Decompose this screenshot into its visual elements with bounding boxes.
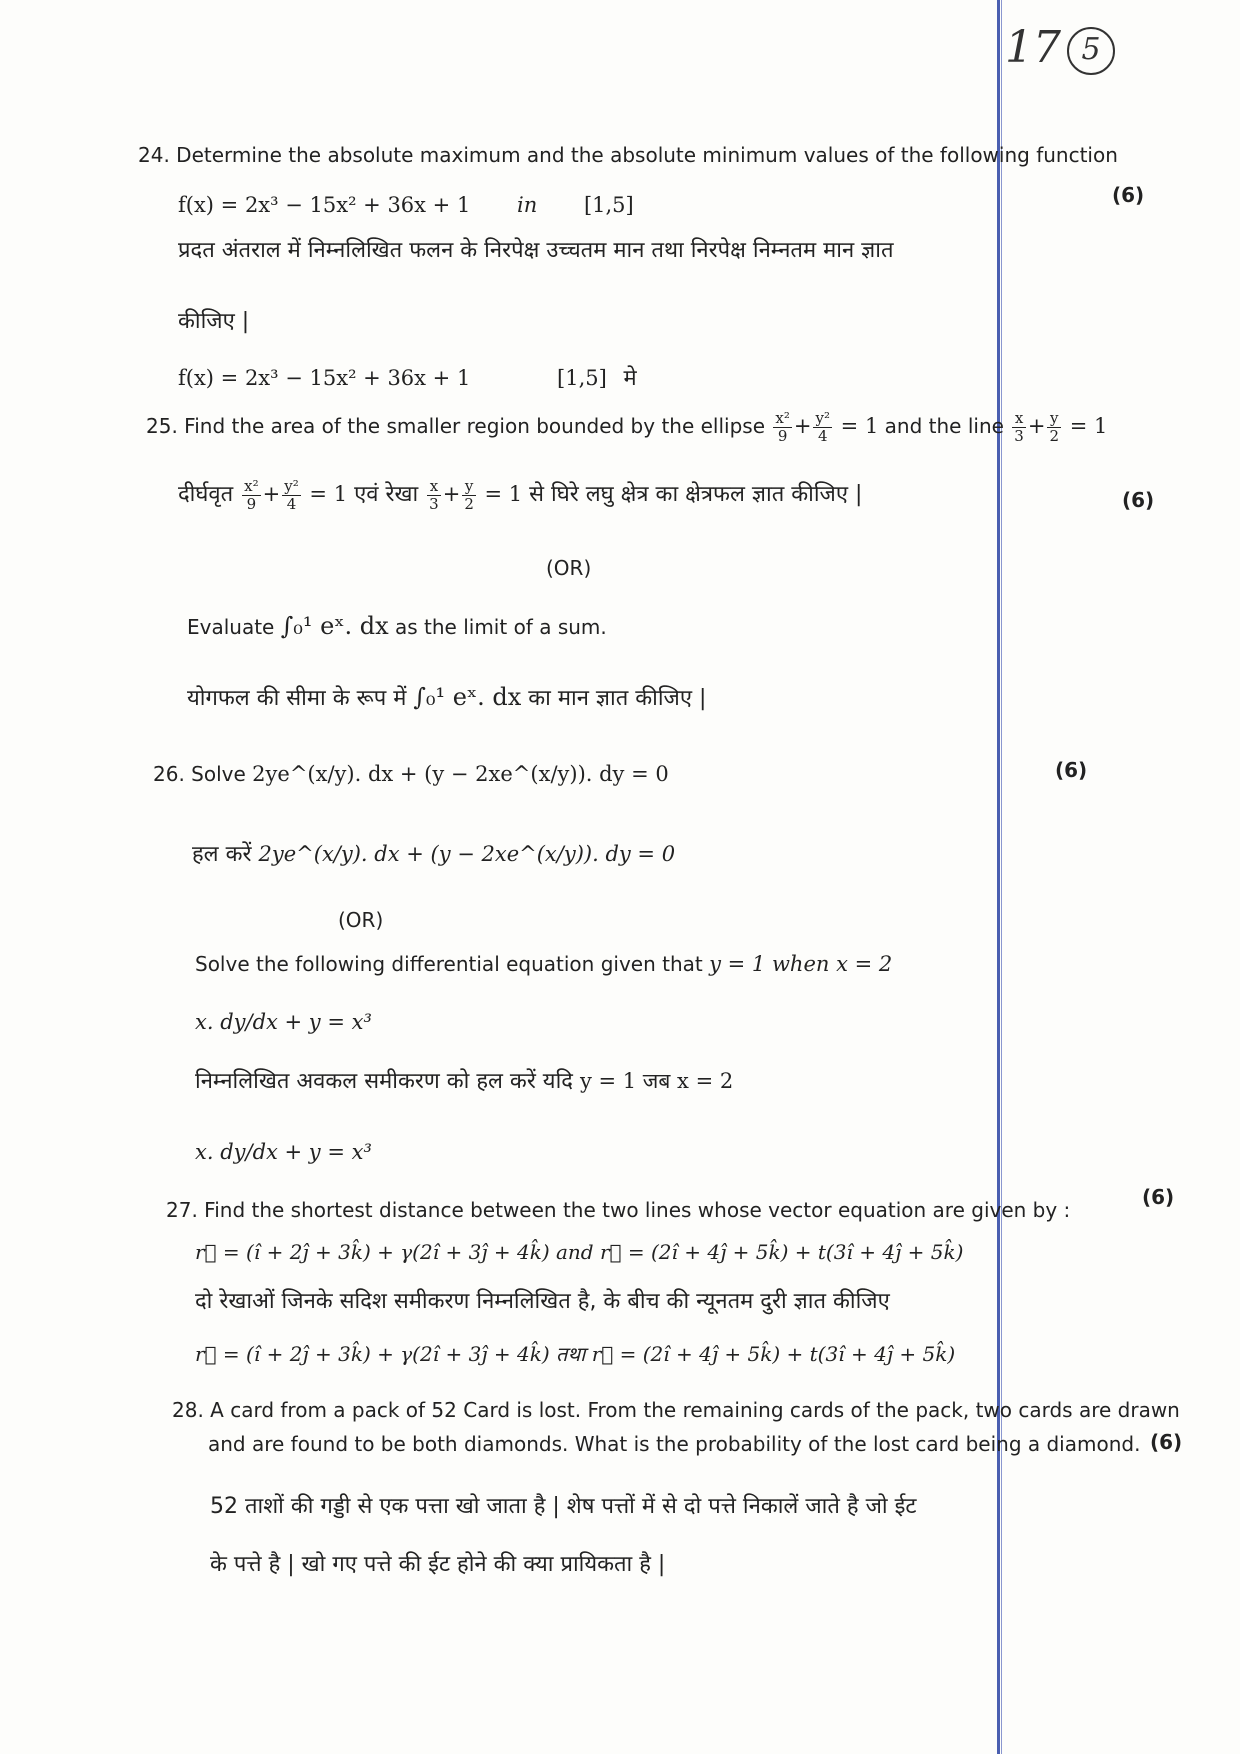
q26-equation: 2ye^(x/y). dx + (y − 2xe^(x/y)). dy = 0 <box>252 762 669 786</box>
q24-question <box>138 143 1118 167</box>
q27-equation-hindi: r⃗ = (î + 2ĵ + 3k̂) + γ(2î + 3ĵ + 4k̂) तथा r⃗ = (2î + 4ĵ + 5k̂) + t(3î + 4ĵ + 5k̂) <box>195 1342 956 1366</box>
margin-line-secondary <box>1001 0 1002 1754</box>
q26-alt-condition: y = 1 when x = 2 <box>709 952 893 976</box>
q28-hindi-line2: के पत्ते है | खो गए पत्ते की ईट होने की क्या प्रायिकता है | <box>210 1552 666 1577</box>
q25-hindi-mid: एवं रेखा <box>354 482 419 507</box>
q24-hindi-line2: कीजिए | <box>178 309 250 334</box>
q24-number: 24. <box>138 143 170 167</box>
q25-alt <box>187 612 607 640</box>
q26-hindi <box>192 838 675 868</box>
margin-line <box>997 0 1000 1754</box>
q25-alt-text: Evaluate <box>187 615 275 639</box>
q26-marks: (6) <box>1055 758 1088 782</box>
q25-eq2: = 1 <box>1069 414 1108 438</box>
q28-hindi-line1: 52 ताशों की गड्डी से एक पत्ता खो जाता है | शेष पत्तों में से दो पत्ते निकालें जाते है जो ईट <box>210 1494 917 1519</box>
q27-hindi: दो रेखाओं जिनके सदिश समीकरण निम्नलिखित है, के बीच की न्यूनतम दुरी ज्ञात कीजिए <box>195 1289 890 1314</box>
q24-marks: (6) <box>1112 183 1145 207</box>
q28-marks: (6) <box>1150 1430 1183 1454</box>
q26-alt-hindi <box>195 1065 733 1095</box>
q25-and-line: and the line <box>884 414 1004 438</box>
q24-function-hindi <box>178 362 637 392</box>
q24-hindi-me: मे <box>623 366 637 391</box>
q25-hindi-pre: दीर्घवृत <box>178 482 234 507</box>
q24-interval: [1,5] <box>583 193 634 217</box>
page-mark-number: 17 <box>1005 22 1061 73</box>
q27-equation: r⃗ = (î + 2ĵ + 3k̂) + γ(2î + 3ĵ + 4k̂) and r⃗ = (2î + 4ĵ + 5k̂) + t(3î + 4ĵ + 5k̂) <box>195 1240 964 1264</box>
q25-alt-hindi-pre: योगफल की सीमा के रूप में <box>187 686 407 711</box>
q26-question <box>153 762 669 786</box>
q26-alt-equation: x. dy/dx + y = x³ <box>195 1010 372 1034</box>
q25-number: 25. <box>146 414 178 438</box>
q26-alt <box>195 952 892 976</box>
q25-hindi: दीर्घवृत $\frac{\text{x²}}{9}$ + $\frac{\text{y²}}{4}$ = 1 एवं रेखा $\frac{x}{3}$ + $\frac{y}{2}$ = 1 से घिरे लघु क्षेत्र का क्षेत्रफल ज्ञात कीजिए | <box>178 477 863 513</box>
q24-fx: f(x) = 2x³ − 15x² + 36x + 1 <box>178 193 471 217</box>
q24-interval2: [1,5] <box>557 366 607 390</box>
q25-alt-hindi <box>187 682 706 712</box>
q26-hindi-solve: हल करें <box>192 842 252 867</box>
q25-alt-hindi-integral: ∫₀¹ eˣ. dx <box>413 683 522 711</box>
q28-number: 28. <box>172 1398 204 1422</box>
q26-alt-hindi-text: निम्नलिखित अवकल समीकरण को हल करें यदि <box>195 1069 573 1094</box>
q27-marks: (6) <box>1142 1185 1175 1209</box>
q25-marks: (6) <box>1122 488 1155 512</box>
q28-question-line2: and are found to be both diamonds. What is the probability of the lost card being a diamond. <box>208 1432 1141 1456</box>
q24-in: in <box>517 193 538 217</box>
q25-hindi-post: से घिरे लघु क्षेत्र का क्षेत्रफल ज्ञात कीजिए | <box>529 482 863 507</box>
q25-eq1: = 1 <box>840 414 879 438</box>
q26-number: 26. <box>153 762 185 786</box>
q26-solve: Solve <box>191 762 246 786</box>
q27-text: Find the shortest distance between the two lines whose vector equation are given by : <box>204 1198 1071 1222</box>
q27-question <box>166 1198 1070 1222</box>
q26-hindi-equation: 2ye^(x/y). dx + (y − 2xe^(x/y)). dy = 0 <box>258 842 676 866</box>
q25-alt-integral: ∫₀¹ eˣ. dx <box>280 612 389 640</box>
q25-question: 25. Find the area of the smaller region bounded by the ellipse $\frac{\text{x²}}{9}$ + $\frac{\text{y²}}{4}$ = 1 and the line $\frac{x}{3}$ + $\frac{y}{2}$ = 1 <box>146 409 1108 445</box>
q26-or: (OR) <box>338 908 384 932</box>
q24-function <box>178 193 634 217</box>
q28-text1: A card from a pack of 52 Card is lost. From the remaining cards of the pack, two cards are drawn <box>210 1398 1180 1422</box>
q25-alt-post: as the limit of a sum. <box>395 615 607 639</box>
q28-question-line1 <box>172 1398 1180 1422</box>
q26-alt-hindi-condition: y = 1 जब x = 2 <box>579 1069 734 1093</box>
q26-alt-text: Solve the following differential equation given that <box>195 952 703 976</box>
q25-text: Find the area of the smaller region bounded by the ellipse <box>184 414 766 438</box>
q25-alt-hindi-post: का मान ज्ञात कीजिए | <box>528 686 707 711</box>
q27-number: 27. <box>166 1198 198 1222</box>
q24-hindi-line1: प्रदत अंतराल में निम्नलिखित फलन के निरपेक्ष उच्चतम मान तथा निरपेक्ष निम्नतम मान ज्ञात <box>178 238 894 263</box>
q24-fx2: f(x) = 2x³ − 15x² + 36x + 1 <box>178 366 471 390</box>
page-mark <box>1005 22 1115 75</box>
q24-text: Determine the absolute maximum and the absolute minimum values of the following function <box>176 143 1118 167</box>
page-mark-circled: 5 <box>1067 27 1115 75</box>
q26-alt-equation-hindi: x. dy/dx + y = x³ <box>195 1140 372 1164</box>
q25-or: (OR) <box>546 556 592 580</box>
